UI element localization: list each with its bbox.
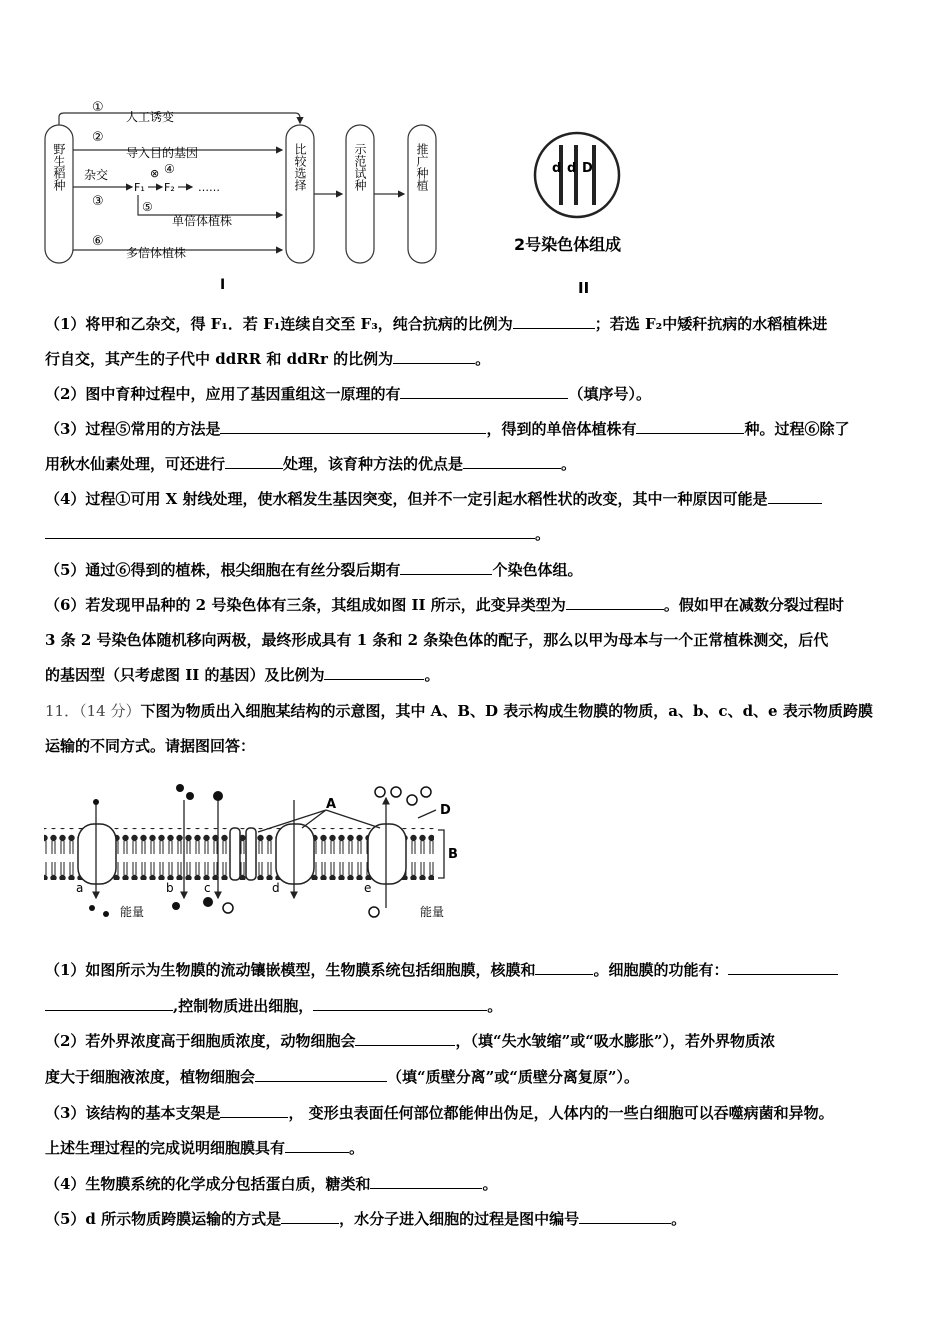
q11-part1-line1: （1）如图所示为生物膜的流动镶嵌模型，生物膜系统包括细胞膜，核膜和 。细胞膜的功能有： [45,960,910,980]
q11-part1-line2: ,控制物质进出细胞， 。 [45,996,910,1016]
blank[interactable] [225,454,283,469]
wild-rice-label: 野生稻种 [52,143,66,191]
blank[interactable] [400,384,568,399]
step-6-number: ⑥ [92,234,104,249]
blank[interactable] [579,1209,671,1224]
f2-label: F₂ [164,181,175,194]
promote-plant-label: 推广种植 [415,143,429,191]
step-5-number: ⑤ [142,200,153,214]
gene-1-label: d [552,161,562,176]
blank[interactable] [463,454,561,469]
carrier-protein-e [368,824,406,884]
haploid-label: 单倍体植株 [172,214,233,228]
blank[interactable] [566,595,664,610]
gene-3-label: D [582,161,593,176]
ellipsis-label: …… [198,181,220,194]
mutagenesis-label: 人工诱变 [126,110,175,124]
blank[interactable] [728,960,838,975]
q10-part1-line1: （1）将甲和乙杂交，得 F₁．若 F₁连续自交至 F₃，纯合抗病的比例为 ；若选 F₂中矮秆抗病的水稻植株进 [45,315,828,333]
energy-label-a: 能量 [120,905,145,919]
q11-part2-line1: （2）若外界浓度高于细胞质浓度，动物细胞会 ，（填“失水皱缩”或“吸水膨胀”），若外界物质浓 [45,1032,775,1050]
channel-protein-right [246,828,256,880]
blank[interactable] [45,996,173,1011]
blank[interactable] [535,960,593,975]
label-b: b [166,881,174,895]
chromosome-figure [514,125,660,300]
blank[interactable] [768,489,822,504]
label-e: e [364,881,372,895]
q11-part3-line2: 上述生理过程的完成说明细胞膜具有 。 [45,1139,365,1157]
cross-label: 杂交 [84,168,109,182]
q11-intro-line1: 11．（14 分）下图为物质出入细胞某结构的示意图，其中 A、B、D 表示构成生物膜的物质，a、b、c、d、e 表示物质跨膜 [45,702,873,720]
demo-trial-label: 示范试种 [353,143,367,191]
gene-2-label: d [567,161,577,176]
q10-part6-line1: （6）若发现甲品种的 2 号染色体有三条，其组成如图 II 所示，此变异类型为 。假如甲在减数分裂过程时 [45,596,844,614]
q11-part3-line1: （3）该结构的基本支架是 ， 变形虫表面任何部位都能伸出伪足，人体内的一些白细胞可以吞噬病菌和异物。 [45,1104,834,1122]
blank[interactable] [220,419,486,434]
blank[interactable] [513,314,595,329]
q10-part3-line2: 用秋水仙素处理，可还进行 处理，该育种方法的优点是 。 [45,455,577,473]
label-A: A [326,797,337,812]
q11-intro-line2: 运输的不同方式。请据图回答： [45,737,256,755]
polyploid-label: 多倍体植株 [126,246,187,260]
q10-part1-line2: 行自交，其产生的子代中 ddRR 和 ddRr 的比例为 。 [45,350,491,368]
blank[interactable] [313,996,487,1011]
figure-1-caption: I [220,277,226,293]
channel-protein-left [230,828,240,880]
selfing-symbol: ⊗ [150,167,160,180]
step-2-number: ② [92,130,104,145]
blank[interactable] [355,1031,455,1046]
carrier-protein-a [78,824,116,884]
step-1-number: ① [92,100,104,115]
q11-part5: （5）d 所示物质跨膜运输的方式是 ，水分子进入细胞的过程是图中编号 。 [45,1210,687,1228]
label-a: a [76,881,84,895]
q11-part2-line2: 度大于细胞液浓度，植物细胞会 （填“质壁分离”或“质壁分离复原”）。 [45,1068,640,1086]
q10-part2: （2）图中育种过程中，应用了基因重组这一原理的有 （填序号）。 [45,385,651,403]
blank[interactable] [281,1209,339,1224]
blank[interactable] [255,1067,387,1082]
energy-label-e: 能量 [420,905,445,919]
blank[interactable] [636,419,744,434]
blank[interactable] [285,1138,349,1153]
blank[interactable] [324,665,424,680]
membrane-transport-diagram [40,780,470,925]
chromosome-figure-title: 2号染色体组成 [514,235,622,254]
label-D: D [440,803,451,818]
q10-part5: （5）通过⑥得到的植株，根尖细胞在有丝分裂后期有 个染色体组。 [45,561,583,579]
breeding-flow-diagram [40,95,440,295]
step-3-number: ③ [92,194,104,209]
q11-part4: （4）生物膜系统的化学成分包括蛋白质，糖类和 。 [45,1175,498,1193]
q10-part4-line1: （4）过程①可用 X 射线处理，使水稻发生基因突变，但并不一定引起水稻性状的改变，其中一种原因可能是 [45,489,910,509]
figure-2-caption: II [578,279,590,297]
blank[interactable] [45,524,535,539]
carrier-protein-d [276,824,314,884]
label-B: B [448,847,458,862]
label-d: d [272,881,280,895]
q10-part6-line2: 3 条 2 号染色体随机移向两极，最终形成具有 1 条和 2 条染色体的配子，那么以甲为母本与一个正常植株测交，后代 [45,631,829,649]
blank[interactable] [370,1174,482,1189]
q10-part4-line2: 。 [45,524,910,544]
compare-select-label: 比较选择 [293,143,307,191]
question-number: 11．（14 分） [45,702,141,720]
f1-label: F₁ [134,181,145,194]
q10-part6-line3: 的基因型（只考虑图 II 的基因）及比例为 。 [45,666,440,684]
blank[interactable] [393,349,475,364]
q10-part3-line1: （3）过程⑤常用的方法是 ，得到的单倍体植株有 种。过程⑥除了 [45,420,850,438]
gene-import-label: 导入目的基因 [126,146,199,160]
blank[interactable] [220,1103,288,1118]
label-c: c [204,881,211,895]
blank[interactable] [400,560,492,575]
step-4-number: ④ [164,162,175,176]
